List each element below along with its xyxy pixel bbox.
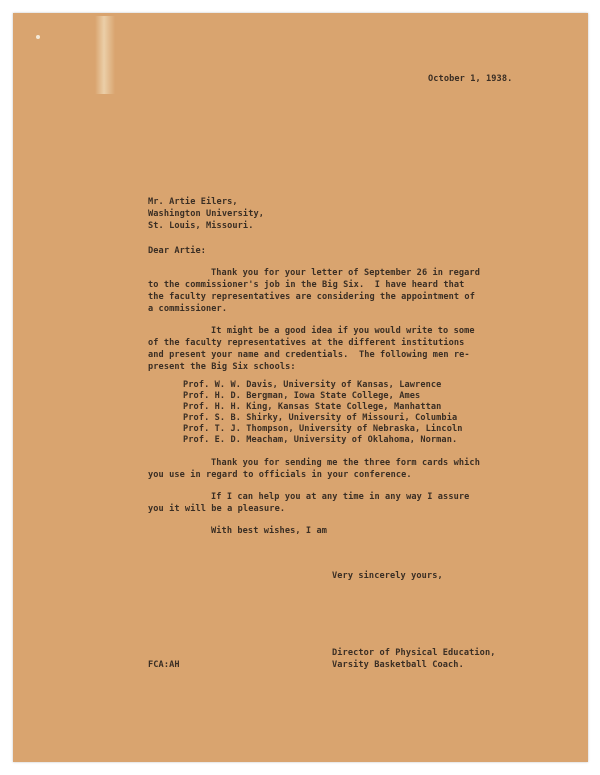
representative-item: Prof. S. B. Shirky, University of Missouri, Columbia — [183, 413, 458, 423]
paragraph1-line: a commissioner. — [148, 304, 228, 314]
paragraph4-line: you it will be a pleasure. — [148, 504, 286, 514]
salutation: Dear Artie: — [148, 246, 207, 256]
paragraph3-line: Thank you for sending me the three form cards which — [211, 458, 480, 468]
representative-item: Prof. W. W. Davis, University of Kansas, Lawrence — [183, 380, 442, 390]
representative-item: Prof. H. D. Bergman, Iowa State College, Ames — [183, 391, 421, 401]
paragraph1-line: to the commissioner's job in the Big Six. I have heard that — [148, 280, 465, 290]
paper-crease — [95, 16, 115, 94]
representative-item: Prof. H. H. King, Kansas State College, Manhattan — [183, 402, 442, 412]
recipient-institution: Washington University, — [148, 209, 265, 219]
paragraph1-line: Thank you for your letter of September 26 in regard — [211, 268, 480, 278]
pin-hole — [36, 35, 40, 39]
recipient-name: Mr. Artie Eilers, — [148, 197, 238, 207]
paragraph1-line: the faculty representatives are considering the appointment of — [148, 292, 475, 302]
paragraph2-line: present the Big Six schools: — [148, 362, 296, 372]
paragraph2-line: of the faculty representatives at the different institutions — [148, 338, 465, 348]
signature-title-line: Varsity Basketball Coach. — [332, 660, 464, 670]
recipient-city: St. Louis, Missouri. — [148, 221, 254, 231]
representative-item: Prof. T. J. Thompson, University of Nebraska, Lincoln — [183, 424, 463, 434]
paragraph2-line: It might be a good idea if you would write to some — [211, 326, 475, 336]
signature-title-line: Director of Physical Education, — [332, 648, 496, 658]
closing-wishes: With best wishes, I am — [211, 526, 328, 536]
letter-date: October 1, 1938. — [428, 74, 513, 84]
paragraph3-line: you use in regard to officials in your conference. — [148, 470, 412, 480]
typist-initials: FCA:AH — [148, 660, 180, 670]
paragraph4-line: If I can help you at any time in any way I assure — [211, 492, 470, 502]
representative-item: Prof. E. D. Meacham, University of Oklahoma, Norman. — [183, 435, 458, 445]
complimentary-close: Very sincerely yours, — [332, 571, 443, 581]
paragraph2-line: and present your name and credentials. The following men re- — [148, 350, 470, 360]
